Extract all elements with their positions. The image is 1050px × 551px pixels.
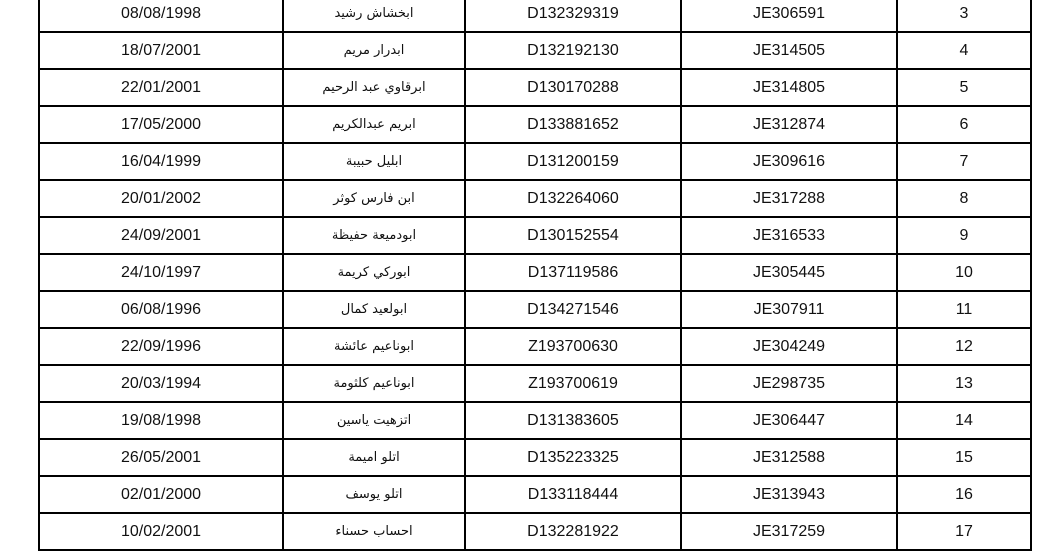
full-name-cell: اتلو يوسف <box>283 476 465 513</box>
registration-code-cell: JE316533 <box>681 217 897 254</box>
registration-code-cell: JE314505 <box>681 32 897 69</box>
full-name-cell: ابودميعة حفيظة <box>283 217 465 254</box>
table-row <box>39 69 1031 106</box>
birth-date-cell: 19/08/1998 <box>39 402 283 439</box>
birth-date-cell: 10/02/2001 <box>39 513 283 550</box>
row-number-cell: 4 <box>897 32 1031 69</box>
registration-code-cell: JE312588 <box>681 439 897 476</box>
full-name-cell: ابوناعيم عائشة <box>283 328 465 365</box>
id-card-cell: D133881652 <box>465 106 681 143</box>
birth-date-cell: 06/08/1996 <box>39 291 283 328</box>
full-name-cell: ابولعيد كمال <box>283 291 465 328</box>
row-number-cell: 14 <box>897 402 1031 439</box>
student-table-body <box>39 0 1031 550</box>
row-number-cell: 15 <box>897 439 1031 476</box>
full-name-cell: ابرقاوي عبد الرحيم <box>283 69 465 106</box>
registration-code-cell: JE312874 <box>681 106 897 143</box>
id-card-cell: D133118444 <box>465 476 681 513</box>
table-row <box>39 0 1031 32</box>
registration-code-cell: JE317288 <box>681 180 897 217</box>
row-number-cell: 12 <box>897 328 1031 365</box>
full-name-cell: ابوركي كريمة <box>283 254 465 291</box>
student-table <box>38 0 1032 551</box>
id-card-cell: D131200159 <box>465 143 681 180</box>
registration-code-cell: JE309616 <box>681 143 897 180</box>
birth-date-cell: 22/01/2001 <box>39 69 283 106</box>
full-name-cell: ابن فارس كوثر <box>283 180 465 217</box>
full-name-cell: ابدرار مريم <box>283 32 465 69</box>
full-name-cell: احساب حسناء <box>283 513 465 550</box>
row-number-cell: 3 <box>897 0 1031 32</box>
birth-date-cell: 24/09/2001 <box>39 217 283 254</box>
table-row <box>39 513 1031 550</box>
row-number-cell: 10 <box>897 254 1031 291</box>
registration-code-cell: JE304249 <box>681 328 897 365</box>
row-number-cell: 17 <box>897 513 1031 550</box>
id-card-cell: D130152554 <box>465 217 681 254</box>
table-row <box>39 402 1031 439</box>
table-row <box>39 32 1031 69</box>
registration-code-cell: JE306447 <box>681 402 897 439</box>
table-row <box>39 365 1031 402</box>
registration-code-cell: JE314805 <box>681 69 897 106</box>
id-card-cell: D130170288 <box>465 69 681 106</box>
row-number-cell: 6 <box>897 106 1031 143</box>
id-card-cell: D132264060 <box>465 180 681 217</box>
id-card-cell: D132281922 <box>465 513 681 550</box>
registration-code-cell: JE305445 <box>681 254 897 291</box>
birth-date-cell: 20/03/1994 <box>39 365 283 402</box>
row-number-cell: 13 <box>897 365 1031 402</box>
table-row <box>39 476 1031 513</box>
full-name-cell: ابليل حبيبة <box>283 143 465 180</box>
birth-date-cell: 20/01/2002 <box>39 180 283 217</box>
full-name-cell: ابريم عبدالكريم <box>283 106 465 143</box>
id-card-cell: D135223325 <box>465 439 681 476</box>
id-card-cell: D132192130 <box>465 32 681 69</box>
table-row <box>39 254 1031 291</box>
full-name-cell: اتزهيت ياسين <box>283 402 465 439</box>
row-number-cell: 11 <box>897 291 1031 328</box>
table-row <box>39 143 1031 180</box>
registration-code-cell: JE317259 <box>681 513 897 550</box>
row-number-cell: 16 <box>897 476 1031 513</box>
row-number-cell: 8 <box>897 180 1031 217</box>
table-row <box>39 217 1031 254</box>
table-row <box>39 439 1031 476</box>
id-card-cell: D131383605 <box>465 402 681 439</box>
full-name-cell: ابوناعيم كلثومة <box>283 365 465 402</box>
registration-code-cell: JE298735 <box>681 365 897 402</box>
row-number-cell: 9 <box>897 217 1031 254</box>
birth-date-cell: 16/04/1999 <box>39 143 283 180</box>
birth-date-cell: 02/01/2000 <box>39 476 283 513</box>
id-card-cell: D134271546 <box>465 291 681 328</box>
id-card-cell: D137119586 <box>465 254 681 291</box>
full-name-cell: ابخشاش رشيد <box>283 0 465 32</box>
registration-code-cell: JE306591 <box>681 0 897 32</box>
birth-date-cell: 18/07/2001 <box>39 32 283 69</box>
full-name-cell: اتلو اميمة <box>283 439 465 476</box>
registration-code-cell: JE307911 <box>681 291 897 328</box>
row-number-cell: 7 <box>897 143 1031 180</box>
row-number-cell: 5 <box>897 69 1031 106</box>
registration-code-cell: JE313943 <box>681 476 897 513</box>
table-row <box>39 106 1031 143</box>
table-row <box>39 291 1031 328</box>
birth-date-cell: 17/05/2000 <box>39 106 283 143</box>
birth-date-cell: 08/08/1998 <box>39 0 283 32</box>
birth-date-cell: 22/09/1996 <box>39 328 283 365</box>
table-row <box>39 180 1031 217</box>
id-card-cell: Z193700630 <box>465 328 681 365</box>
id-card-cell: D132329319 <box>465 0 681 32</box>
birth-date-cell: 24/10/1997 <box>39 254 283 291</box>
id-card-cell: Z193700619 <box>465 365 681 402</box>
table-row <box>39 328 1031 365</box>
birth-date-cell: 26/05/2001 <box>39 439 283 476</box>
